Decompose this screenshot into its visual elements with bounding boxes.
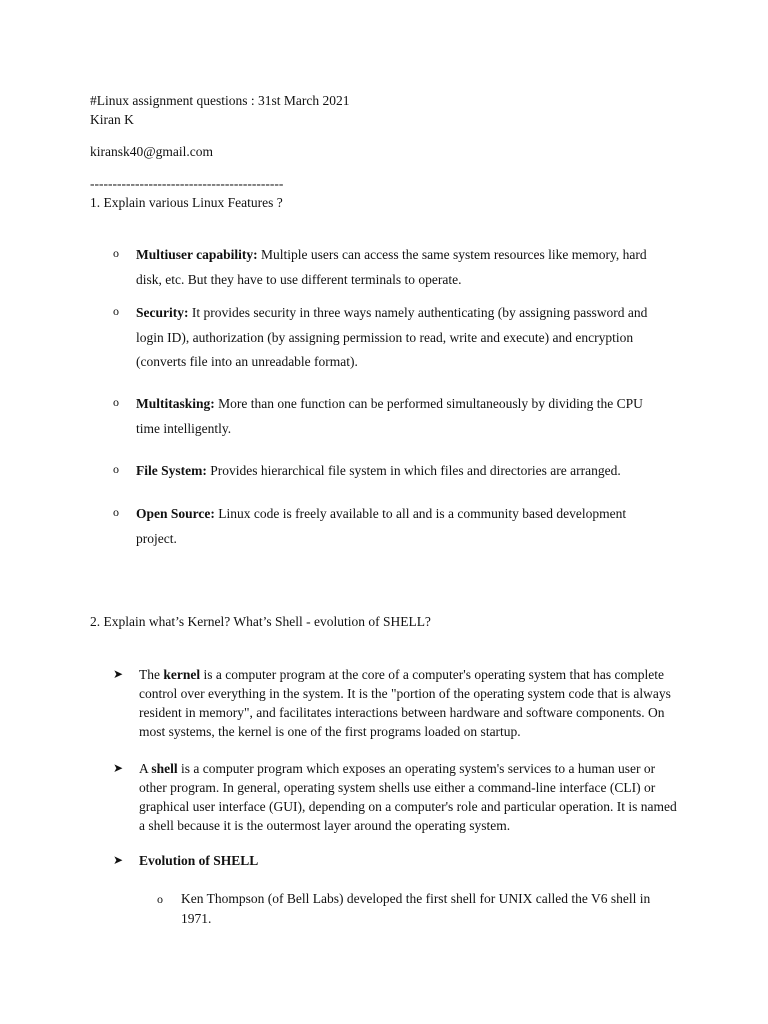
arrow-bullet-icon: ➤ (113, 761, 124, 775)
feature-description: Linux code is freely available to all and is a community based development project. (136, 506, 627, 546)
feature-text (136, 392, 666, 441)
shell-lead: A (139, 761, 152, 776)
shell-term: shell (151, 761, 178, 776)
feature-description: Provides hierarchical file system in which files and directories are arranged. (206, 463, 621, 478)
feature-description: More than one function can be performed simultaneously by dividing the CPU time intelligently. (136, 396, 643, 436)
evolution-heading-wrap (139, 851, 679, 870)
feature-text (136, 459, 666, 484)
feature-term: Security: (136, 305, 189, 320)
evolution-item-text: Ken Thompson (of Bell Labs) developed the first shell for UNIX called the V6 shell in 1971. (181, 891, 651, 926)
bullet-marker: o (157, 892, 163, 906)
feature-text (136, 502, 666, 551)
shell-description: is a computer program which exposes an operating system's services to a human user or other program. In general, operating system shells use either a command-line interface (CLI) or graphical user interface (GUI), depending on a computer's role and particular operation. It is named a shell because it is the outermost layer around the operating system. (139, 761, 677, 833)
question-1-heading: 1. Explain various Linux Features ? (90, 195, 283, 210)
kernel-text (139, 665, 679, 741)
evolution-heading: Evolution of SHELL (139, 853, 259, 868)
author-name: Kiran K (90, 112, 134, 127)
kernel-term: kernel (163, 667, 201, 682)
feature-term: Multitasking: (136, 396, 215, 411)
section-divider: ------------------------------------------- (90, 176, 284, 191)
kernel-description: is a computer program at the core of a computer's operating system that has complete control over everything in the system. It is the "portion of the operating system code that is always resident in memory", and facilitates interactions between hardware and software components. On most systems, the kernel is one of the first programs loaded on startup. (139, 667, 671, 739)
feature-term: File System: (136, 463, 207, 478)
document-title: #Linux assignment questions : 31st March 2021 (90, 93, 350, 108)
arrow-bullet-icon: ➤ (113, 667, 124, 681)
feature-text (136, 243, 666, 292)
bullet-marker: o (113, 462, 119, 476)
kernel-lead: The (139, 667, 164, 682)
bullet-marker: o (113, 246, 119, 260)
feature-term: Multiuser capability: (136, 247, 258, 262)
question-2-heading: 2. Explain what’s Kernel? What’s Shell - evolution of SHELL? (90, 614, 431, 629)
feature-description: It provides security in three ways namely authenticating (by assigning password and login ID), authorization (by assigning permission to read, write and execute) and encryption (converts file into an unreadable format). (136, 305, 648, 369)
feature-term: Open Source: (136, 506, 215, 521)
shell-text (139, 759, 679, 835)
feature-text (136, 301, 666, 375)
feature-description: Multiple users can access the same system resources like memory, hard disk, etc. But they have to use different terminals to operate. (136, 247, 647, 287)
arrow-bullet-icon: ➤ (113, 853, 124, 867)
bullet-marker: o (113, 505, 119, 519)
author-email: kiransk40@gmail.com (90, 144, 214, 159)
bullet-marker: o (113, 395, 119, 409)
bullet-marker: o (113, 304, 119, 318)
